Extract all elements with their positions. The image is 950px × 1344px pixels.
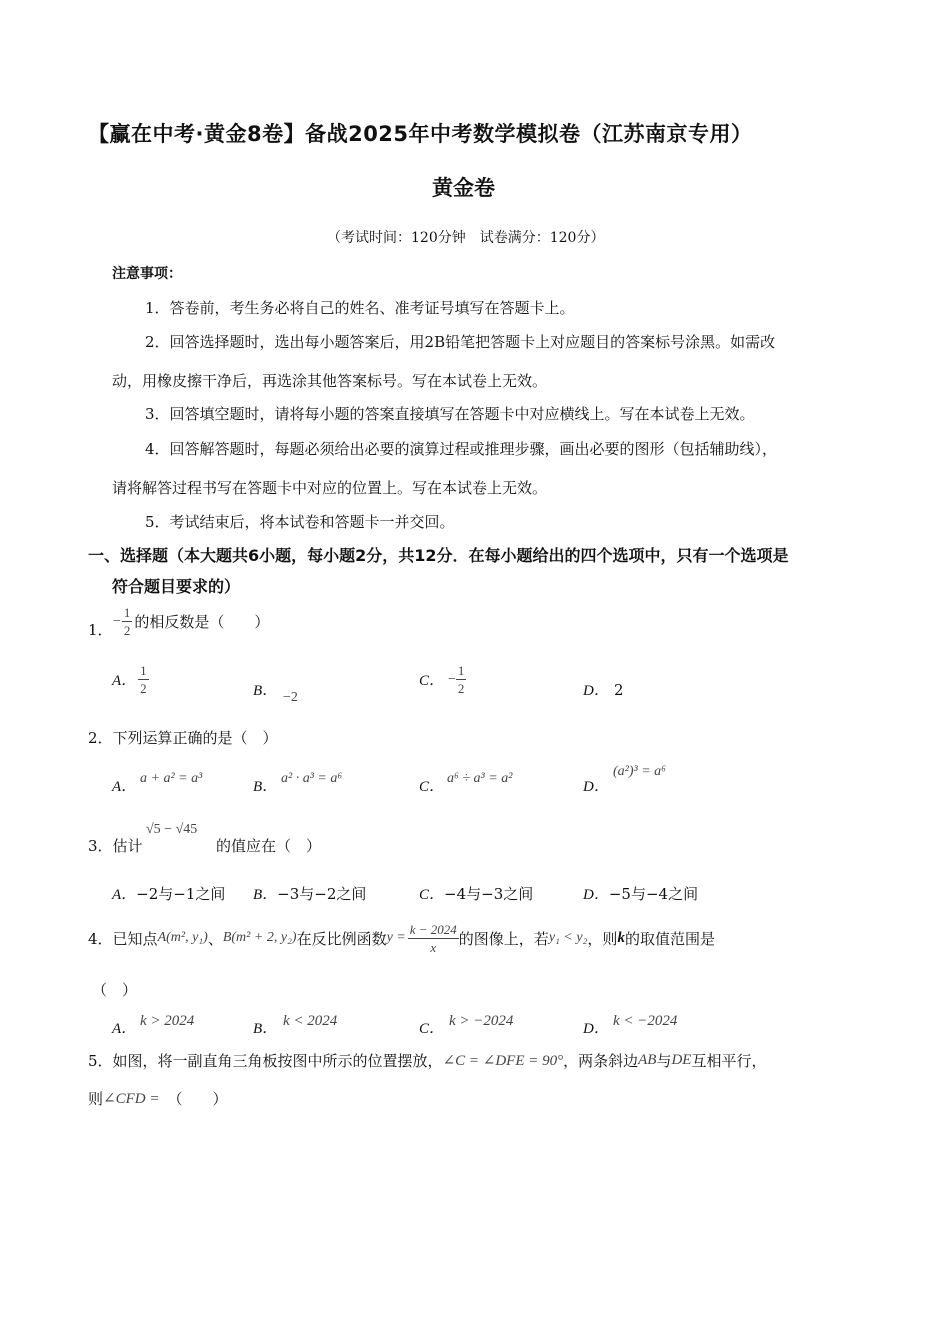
q1-option-d-value: 2 [613,681,624,699]
notice-item-4-line-1: 4．回答解答题时，每题必须给出必要的演算过程或推理步骤，画出必要的图形（包括辅助线）， [145,440,778,458]
notice-item-5: 5．考试结束后，将本试卷和答题卡一并交回。 [145,513,455,531]
q3-expression: √5 − √45 [146,822,198,837]
q1-option-c-fraction [456,664,467,695]
q5-segment-ab: AB [638,1052,657,1068]
question-5-line-1 [88,1050,766,1071]
notice-item-1: 1．答卷前，考生务必将自己的姓名、准考证号填写在答题卡上。 [145,299,575,317]
q1-text: 的相反数是（ ） [134,613,270,631]
question-2 [88,727,278,748]
q3-option-a-label: A． [112,887,137,903]
exam-info: （考试时间：120分钟 试卷满分：120分） [327,230,605,246]
question-1-number: 1． [88,621,113,639]
q1-option-b [253,679,277,700]
q4-option-a-value: k > 2024 [140,1013,195,1029]
paper-subtitle: 黄金卷 [432,176,495,200]
q2-option-c-label-wrap [419,775,444,796]
q5-segment-de: DE [671,1052,692,1068]
q4-separator: 、 [207,929,223,948]
q4-text-2: 在反比例函数 [296,929,387,948]
q2-option-c-label: C． [419,779,445,795]
q1-option-c-label: C． [419,673,445,689]
q4-option-a-label-wrap [112,1017,136,1038]
q5-text-2: ，两条斜边 [563,1052,639,1070]
notice-item-3: 3．回答填空题时，请将每小题的答案直接填写在答题卡中对应横线上。写在本试卷上无效。 [145,405,755,423]
q1-fraction-denominator: 2 [123,623,131,638]
q2-option-a-label: A． [112,779,137,795]
q4-function-lhs: y = [386,930,406,945]
q2-option-a-label-wrap [112,775,136,796]
q4-k: k [617,929,625,946]
q4-option-b-label: B． [253,1021,278,1037]
q4-option-d-value: k < −2024 [613,1013,678,1029]
q3-option-d-label: D． [583,887,609,903]
q4-point-b: B(m² + 2, y₂) [222,930,297,945]
q3-option-c-label: C． [419,887,445,903]
q3-text-post: 的值应在（ ） [216,837,322,855]
notice-item-2-line-2: 动，用橡皮擦干净后，再选涂其他答案标号。写在本试卷上无效。 [112,372,548,390]
q5-text-3: 与 [656,1052,672,1070]
q2-option-b-label-wrap [253,775,277,796]
section-1-heading-line-1: 一、选择题（本大题共6小题，每小题2分，共12分．在每小题给出的四个选项中，只有一个选项是 [88,546,789,565]
q4-point-a: A(m², y₁) [157,930,208,945]
q3-option-c-value: −4与−3之间 [444,885,534,903]
q3-number: 3． [88,837,113,855]
q1-option-b-label: B． [253,683,278,699]
q3-option-a [112,883,225,904]
q4-text-1: 已知点 [112,929,158,948]
q5-angle-question: ∠CFD = [103,1091,160,1107]
q1-fraction-numerator: 1 [123,605,131,620]
q3-option-c [419,883,533,904]
q4-option-b-value: k < 2024 [283,1013,338,1029]
q4-option-d-label: D． [583,1021,609,1037]
q1-fraction [122,606,133,637]
q2-option-b-value: a² · a³ = a⁶ [281,771,343,786]
q1-minus-sign: − [113,613,121,629]
q1-option-a [112,664,149,695]
q4-text-5: 的取值范围是 [624,929,715,948]
q5-angle-condition: ∠C = ∠DFE = 90° [442,1053,564,1069]
question-4-stem [88,916,715,960]
paper-title: 【赢在中考·黄金8卷】备战2025年中考数学模拟卷（江苏南京专用） [88,122,753,146]
q3-text-pre: 估计 [112,837,143,855]
q2-number: 2． [88,729,113,747]
q1-option-a-numerator: 1 [140,663,147,678]
q3-option-d-value: −5与−4之间 [608,885,699,903]
q2-option-d-label-wrap [583,775,609,796]
q4-option-c-label-wrap [419,1017,444,1038]
q1-option-c-numerator: 1 [457,663,465,678]
q2-option-b-label: B． [253,779,278,795]
q3-option-d [583,883,698,904]
q4-function-fraction [408,923,459,954]
q4-answer-paren: （ ） [92,981,138,999]
q4-function-numerator: k − 2024 [409,921,457,937]
q5-answer-paren: （ ） [167,1090,228,1108]
q2-option-a-value: a + a² = a³ [140,771,203,786]
q5-text-5: 则 [88,1090,104,1108]
q5-text-1: 如图，将一副直角三角板按图中所示的位置摆放， [112,1052,443,1070]
q4-option-d-label-wrap [583,1017,609,1038]
q2-option-d-label: D． [583,779,609,795]
q1-option-c-minus: − [448,671,456,687]
q2-option-c-value: a⁶ ÷ a³ = a² [447,771,513,786]
q2-text: 下列运算正确的是（ ） [112,729,278,747]
q4-option-b-label-wrap [253,1017,277,1038]
notice-item-4-line-2: 请将解答过程书写在答题卡中对应的位置上。写在本试卷上无效。 [112,479,548,497]
q1-option-d-label: D． [583,683,609,699]
q3-option-b-label: B． [253,887,278,903]
q4-option-c-value: k > −2024 [449,1013,514,1029]
q4-number: 4． [88,929,113,948]
notice-item-2-line-1: 2．回答选择题时，选出每小题答案后，用2B铅笔把答题卡上对应题目的答案标号涂黑。如需改 [145,333,776,351]
q1-option-b-value: −2 [283,690,298,705]
q1-option-a-label: A． [112,673,137,689]
q1-option-a-fraction [138,664,149,695]
q4-text-3: 的图像上，若 [458,929,549,948]
q3-option-b-value: −3与−2之间 [277,885,367,903]
q5-text-4: 互相平行， [691,1052,767,1070]
q4-text-4: ，则 [587,929,618,948]
q1-option-c-denominator: 2 [457,681,465,696]
q4-option-c-label: C． [419,1021,445,1037]
q4-option-a-label: A． [112,1021,137,1037]
q1-option-a-denominator: 2 [140,681,147,696]
q3-option-b [253,883,366,904]
q1-option-c [419,664,466,695]
notice-heading: 注意事项： [112,266,182,282]
q1-option-d [583,679,623,700]
q4-condition: y₁ < y₂ [548,930,588,945]
question-1-stem [113,606,269,637]
q4-function-denominator: x [430,939,437,955]
question-5-line-2 [88,1088,227,1109]
section-1-heading-line-2: 符合题目要求的） [112,577,241,596]
q5-number: 5． [88,1052,113,1070]
question-3 [88,835,143,856]
q2-option-d-value: (a²)³ = a⁶ [613,764,667,779]
q3-option-a-value: −2与−1之间 [136,885,226,903]
